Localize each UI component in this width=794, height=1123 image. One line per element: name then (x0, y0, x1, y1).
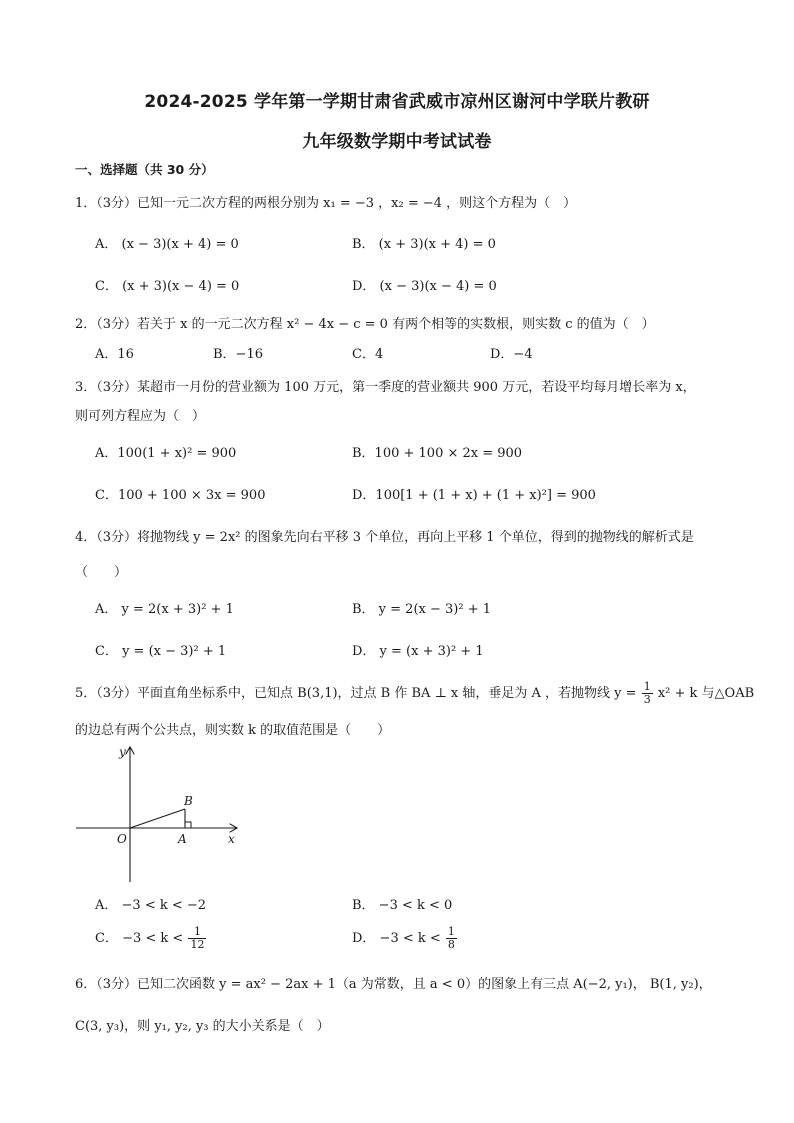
q4-stem-line1: 4．（3分）将抛物线 y = 2x² 的图象先向右平移 3 个单位，再向上平移 1 个单位，得到的抛物线的解析式是 (75, 530, 694, 545)
q5-option-d (352, 926, 458, 951)
q5-stem-fraction-num: 1 (643, 680, 651, 693)
q1-stem: 1．（3分）已知一元二次方程的两根分别为 x₁ = −3 ，x₂ = −4 ，则这个方程为（ ） (75, 196, 577, 211)
q2-option-d: D．−4 (490, 347, 533, 362)
q1-option-c: C． (x + 3)(x − 4) = 0 (95, 279, 240, 294)
right-angle-mark (185, 822, 191, 828)
q3-option-c: C．100 + 100 × 3x = 900 (95, 488, 266, 503)
q6-stem-line1: 6．（3分）已知二次函数 y = ax² − 2ax + 1（a 为常数，且 a < 0）的图象上有三点 A(−2, y₁)， B(1, y₂)， (75, 977, 712, 992)
q5-option-c-num: 1 (188, 926, 206, 939)
section-heading: 一、选择题（共 30 分） (75, 162, 214, 177)
q5-stem-fraction (642, 681, 653, 706)
q5-option-c-fraction (188, 926, 206, 951)
q3-option-d: D．100[1 + (1 + x) + (1 + x)²] = 900 (352, 488, 596, 503)
q5-stem-part2: x² + k 与△OAB (657, 686, 755, 701)
q6-stem-line2: C(3, y₃)，则 y₁, y₂, y₃ 的大小关系是（ ） (75, 1019, 330, 1034)
q4-option-a: A． y = 2(x + 3)² + 1 (95, 602, 234, 617)
exam-title-line2: 九年级数学期中考试试卷 (302, 132, 492, 152)
q5-stem-line2: 的边总有两个公共点，则实数 k 的取值范围是（ ） (75, 723, 391, 738)
label-x: x (228, 832, 235, 846)
q4-option-d: D． y = (x + 3)² + 1 (352, 644, 484, 659)
q5-stem-part1: 5．（3分）平面直角坐标系中，已知点 B(3,1)，过点 B 作 BA ⊥ x 轴，垂足为 A ，若抛物线 y = (75, 686, 637, 701)
label-b: B (184, 794, 193, 808)
q4-option-c: C． y = (x − 3)² + 1 (95, 644, 227, 659)
label-o: O (117, 832, 127, 846)
label-a: A (178, 832, 187, 846)
q5-option-d-text: D． −3 < k < (352, 931, 441, 946)
q4-stem-line2: （ ） (75, 565, 128, 580)
q3-option-b: B．100 + 100 × 2x = 900 (352, 446, 523, 461)
q1-option-d: D． (x − 3)(x − 4) = 0 (352, 279, 497, 294)
q2-option-b: B．−16 (213, 347, 263, 362)
q5-option-c-den: 12 (190, 938, 205, 951)
q2-option-c: C．4 (352, 347, 384, 362)
q2-stem: 2．（3分）若关于 x 的一元二次方程 x² − 4x − c = 0 有两个相等的实数根，则实数 c 的值为（ ） (75, 317, 655, 332)
q5-option-d-fraction (446, 926, 457, 951)
q5-option-c-text: C． −3 < k < (95, 931, 184, 946)
q3-option-a: A．100(1 + x)² = 900 (95, 446, 237, 461)
q2-option-a: A．16 (95, 347, 134, 362)
q5-option-b: B． −3 < k < 0 (352, 898, 453, 913)
q5-stem-fraction-den: 3 (643, 693, 651, 706)
segment-ob (130, 809, 185, 828)
label-y: y (119, 745, 126, 759)
q1-option-b: B． (x + 3)(x + 4) = 0 (352, 237, 496, 252)
q5-stem-line1 (75, 681, 754, 706)
q1-option-a: A． (x − 3)(x + 4) = 0 (95, 237, 239, 252)
q3-stem-line2: 则可列方程应为（ ） (75, 409, 206, 424)
q5-option-d-num: 1 (447, 925, 455, 938)
q5-option-d-den: 8 (447, 938, 455, 951)
q5-coordinate-figure (70, 740, 250, 890)
q5-option-c (95, 926, 207, 951)
q4-option-b: B． y = 2(x − 3)² + 1 (352, 602, 492, 617)
q5-option-a: A． −3 < k < −2 (95, 898, 207, 913)
q3-stem-line1: 3．（3分）某超市一月份的营业额为 100 万元，第一季度的营业额共 900 万元，若设平均每月增长率为 x， (75, 380, 696, 395)
exam-title-line1: 2024-2025 学年第一学期甘肃省武威市凉州区谢河中学联片教研 (144, 92, 650, 112)
